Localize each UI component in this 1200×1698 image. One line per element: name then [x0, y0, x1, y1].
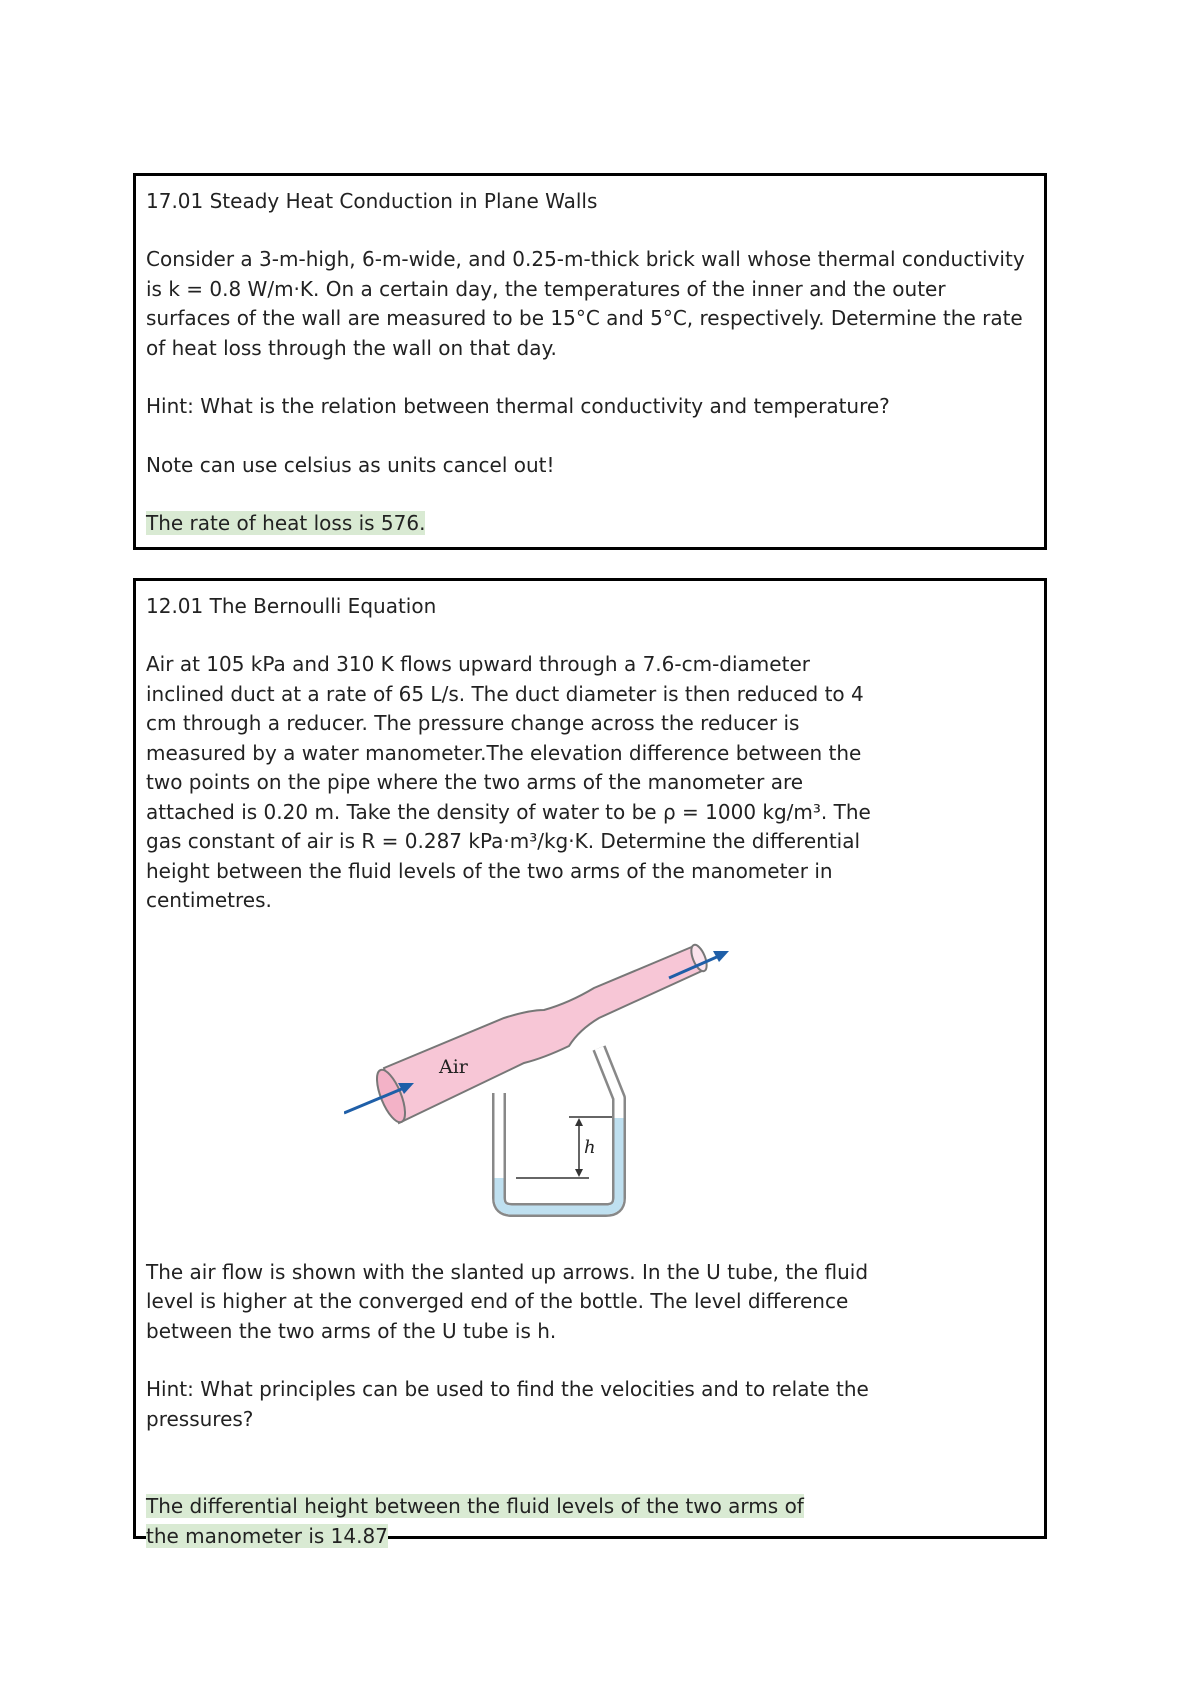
h-label: h [584, 1137, 596, 1158]
problem-2-title: 12.01 The Bernoulli Equation [146, 594, 437, 618]
problem-1-hint: Hint: What is the relation between thermal conductivity and temperature? [146, 394, 890, 418]
u-tube-outline [499, 1048, 619, 1210]
manometer-water [499, 1118, 619, 1210]
problem-2-card [133, 578, 1047, 1548]
problem-2-answer: The differential height between the fluid levels of the two arms of the manometer is 14.87 [146, 1494, 804, 1548]
problem-2-statement: Air at 105 kPa and 310 K flows upward through a 7.6-cm-diameter inclined duct at a rate of 65 L/s. The duct diameter is then reduced to 4 cm through a reducer. The pressure change across the reducer is measured by a water manometer.The elevation difference between the two points on the pipe where the two arms of the manometer are attached is 0.20 m. Take the density of water to be ρ = 1000 kg/m³. The gas constant of air is R = 0.287 kPa·m³/kg·K. Determine the differential height between the fluid levels of the two arms of the manometer in centimetres. [146, 652, 871, 912]
problem-1-statement: Consider a 3-m-high, 6-m-wide, and 0.25-m-thick brick wall whose thermal conductivity is k = 0.8 W/m·K. On a certain day, the temperatures of the inner and the outer surfaces of the wall are measured to be 15°C and 5°C, respectively. Determine the rate of heat loss through the wall on that day. [146, 247, 1025, 360]
u-tube-inner [499, 1048, 619, 1210]
problem-1-answer: The rate of heat loss is 576. [146, 511, 426, 535]
air-label: Air [439, 1056, 468, 1078]
problem-1-title: 17.01 Steady Heat Conduction in Plane Walls [146, 189, 598, 213]
problem-1-note: Note can use celsius as units cancel out! [146, 452, 555, 477]
problem-1-card [133, 173, 1047, 550]
h-arrow-head-up [575, 1118, 583, 1126]
inclined-duct [384, 946, 704, 1123]
problem-2-figure-description: The air flow is shown with the slanted up arrows. In the U tube, the fluid level is higher at the converged end of the bottle. The level difference between the two arms of the U tube is h. [146, 1259, 869, 1343]
reducer-manometer-figure [344, 918, 889, 1218]
h-arrow-head-down [575, 1169, 583, 1177]
problem-2-hint: Hint: What principles can be used to find the velocities and to relate the pressures? [146, 1377, 869, 1431]
